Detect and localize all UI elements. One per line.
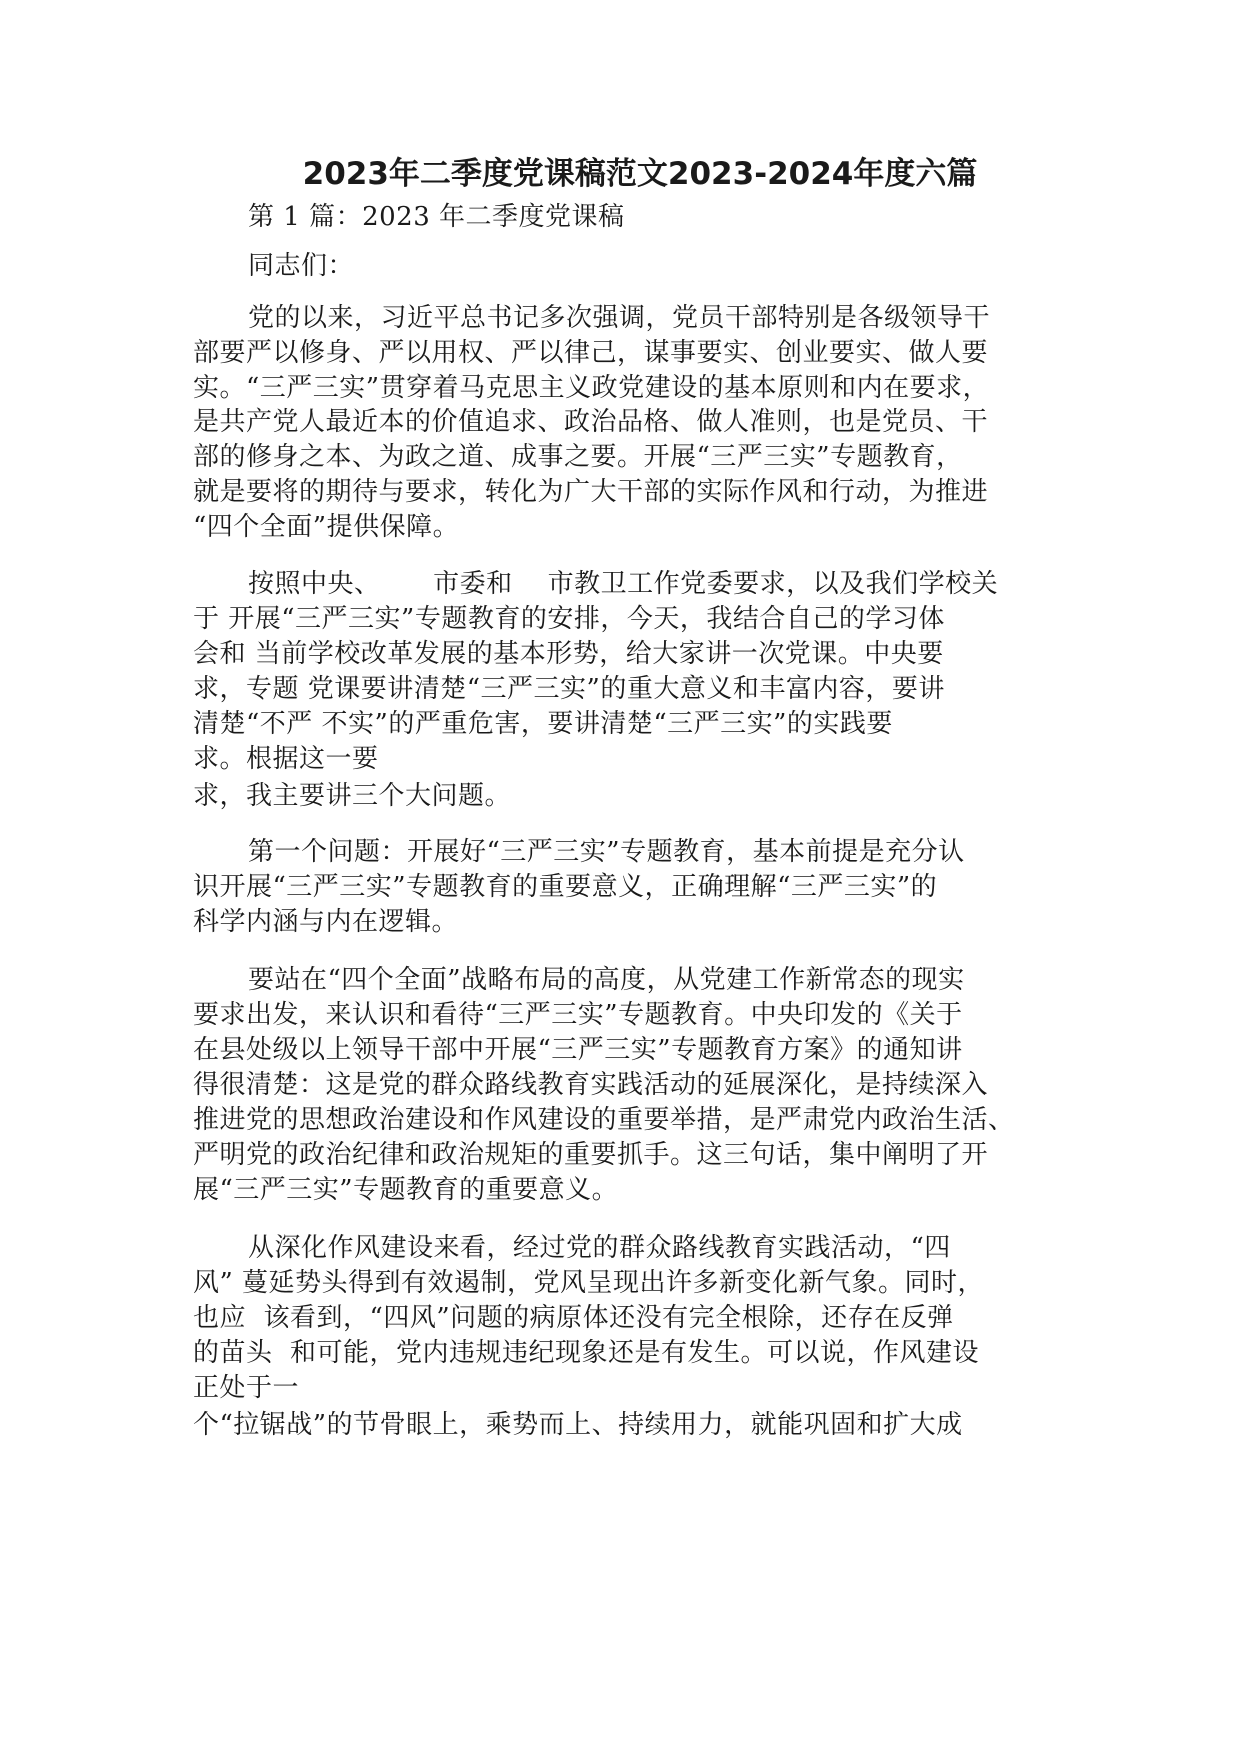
text-line: 识开展“三严三实”专题教育的重要意义，正确理解“三严三实”的 — [193, 872, 938, 902]
text-line: 第一个问题：开展好“三严三实”专题教育，基本前提是充分认 — [248, 837, 965, 867]
text-line: 严明党的政治纪律和政治规矩的重要抓手。这三句话，集中阐明了开 — [193, 1140, 989, 1170]
text-line: 推进党的思想政治建设和作风建设的重要举措，是严肃党内政治生活、 — [193, 1105, 1015, 1135]
chapter-heading: 第 1 篇：2023 年二季度党课稿 — [248, 202, 625, 232]
text-line: “四个全面”提供保障。 — [193, 512, 460, 542]
text-line: 求，我主要讲三个大问题。 — [193, 781, 512, 811]
text-line: 部的修身之本、为政之道、成事之要。开展“三严三实”专题教育， — [193, 442, 963, 472]
text-line: 求，专题 党课要讲清楚“三严三实”的重大意义和丰富内容，要讲 — [193, 674, 945, 704]
text-line: 部要严以修身、严以用权、严以律己，谋事要实、创业要实、做人要 — [193, 338, 989, 368]
text-line: 风” 蔓延势头得到有效遏制，党风呈现出许多新变化新气象。同时， — [193, 1268, 985, 1298]
text-line: 要站在“四个全面”战略布局的高度，从党建工作新常态的现实 — [248, 965, 965, 995]
text-line: 会和 当前学校改革发展的基本形势，给大家讲一次党课。中央要 — [193, 639, 944, 669]
text-line: 党的以来，习近平总书记多次强调，党员干部特别是各级领导干 — [248, 303, 991, 333]
text-line: 从深化作风建设来看，经过党的群众路线教育实践活动，“四 — [248, 1233, 951, 1263]
text-line: 正处于一 — [193, 1373, 300, 1403]
salutation: 同志们： — [248, 251, 355, 281]
text-line: 科学内涵与内在逻辑。 — [193, 907, 459, 937]
text-line: 在县处级以上领导干部中开展“三严三实”专题教育方案》的通知讲 — [193, 1035, 963, 1065]
text-line: 个“拉锯战”的节骨眼上，乘势而上、持续用力，就能巩固和扩大成 — [193, 1410, 963, 1440]
text-line: 按照中央、 市委和 市教卫工作党委要求，以及我们学校关 — [248, 569, 999, 599]
text-line: 也应 该看到，“四风”问题的病原体还没有完全根除，还存在反弹 — [193, 1303, 954, 1333]
text-line: 清楚“不严 不实”的严重危害，要讲清楚“三严三实”的实践要 — [193, 709, 893, 739]
text-line: 求。根据这一要 — [193, 744, 379, 774]
document-title: 2023年二季度党课稿范文2023-2024年度六篇 — [302, 156, 978, 192]
text-line: 的苗头 和可能，党内违规违纪现象还是有发生。可以说，作风建设 — [193, 1338, 980, 1368]
text-line: 得很清楚：这是党的群众路线教育实践活动的延展深化，是持续深入 — [193, 1070, 989, 1100]
text-line: 于 开展“三严三实”专题教育的安排，今天，我结合自己的学习体 — [193, 604, 945, 634]
text-line: 实。“三严三实”贯穿着马克思主义政党建设的基本原则和内在要求， — [193, 373, 990, 403]
text-line: 是共产党人最近本的价值追求、政治品格、做人准则，也是党员、干 — [193, 407, 989, 437]
text-line: 要求出发，来认识和看待“三严三实”专题教育。中央印发的《关于 — [193, 1000, 963, 1030]
text-line: 就是要将的期待与要求，转化为广大干部的实际作风和行动，为推进 — [193, 477, 989, 507]
text-line: 展“三严三实”专题教育的重要意义。 — [193, 1175, 619, 1205]
